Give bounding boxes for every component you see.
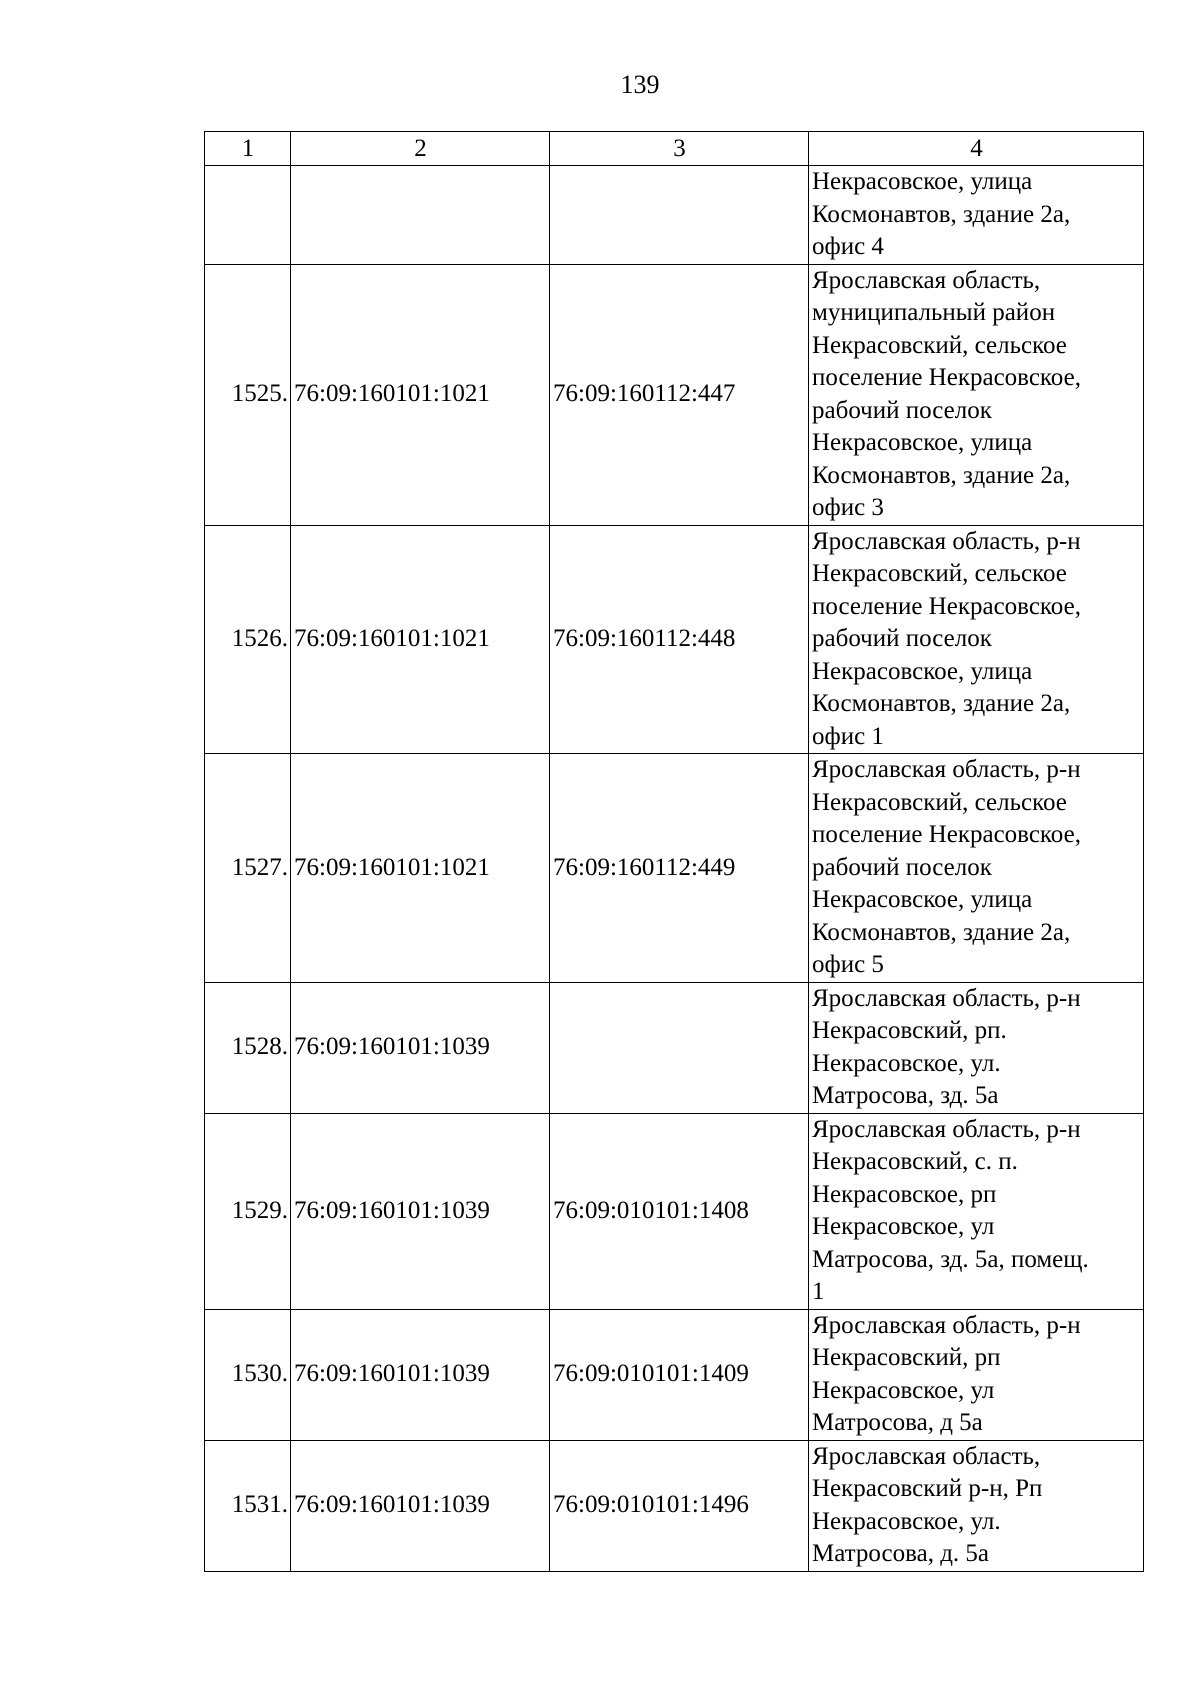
object-cadastral-number: 76:09:010101:1409 [550,1309,809,1440]
address: Ярославская область, муниципальный район Некрасовский, сельское поселение Некрасовское, рабочий поселок Некрасовское, улица Космонавтов, здание 2а, офис 3 [809,264,1144,525]
row-number: 1527. [205,754,291,983]
row-number: 1529. [205,1113,291,1309]
row-number: 1528. [205,982,291,1113]
address: Ярославская область, Некрасовский р-н, Рп Некрасовское, ул. Матросова, д. 5а [809,1440,1144,1571]
cadastral-number: 76:09:160101:1039 [291,982,550,1113]
row-number [205,166,291,265]
header-col-3: 3 [550,132,809,166]
address: Ярославская область, р-н Некрасовский, рп. Некрасовское, ул. Матросова, зд. 5а [809,982,1144,1113]
address: Ярославская область, р-н Некрасовский, сельское поселение Некрасовское, рабочий поселок Некрасовское, улица Космонавтов, здание 2а, офис 5 [809,754,1144,983]
object-cadastral-number: 76:09:160112:449 [550,754,809,983]
address: Ярославская область, р-н Некрасовский, рп Некрасовское, ул Матросова, д 5а [809,1309,1144,1440]
address: Ярославская область, р-н Некрасовский, с. п. Некрасовское, рп Некрасовское, ул Матросова, зд. 5а, помещ. 1 [809,1113,1144,1309]
table-row [205,982,1144,1113]
row-number: 1526. [205,525,291,754]
header-col-1: 1 [205,132,291,166]
table-row [205,1113,1144,1309]
cadastral-number: 76:09:160101:1021 [291,754,550,983]
cadastral-number: 76:09:160101:1021 [291,264,550,525]
table-row [205,166,1144,265]
cadastral-number: 76:09:160101:1021 [291,525,550,754]
table-row [205,264,1144,525]
address: Некрасовское, улица Космонавтов, здание 2а, офис 4 [809,166,1144,265]
address: Ярославская область, р-н Некрасовский, сельское поселение Некрасовское, рабочий поселок Некрасовское, улица Космонавтов, здание 2а, офис 1 [809,525,1144,754]
row-number: 1530. [205,1309,291,1440]
table-row [205,1440,1144,1571]
table-header [205,132,1144,166]
row-number: 1531. [205,1440,291,1571]
header-col-2: 2 [291,132,550,166]
table-body [205,166,1144,1572]
table-row [205,754,1144,983]
table-row [205,1309,1144,1440]
header-row [205,132,1144,166]
header-col-4: 4 [809,132,1144,166]
cadastral-number [291,166,550,265]
object-cadastral-number: 76:09:010101:1408 [550,1113,809,1309]
cadastral-number: 76:09:160101:1039 [291,1309,550,1440]
register-table [204,131,1144,1572]
object-cadastral-number [550,166,809,265]
cadastral-number: 76:09:160101:1039 [291,1113,550,1309]
cadastral-number: 76:09:160101:1039 [291,1440,550,1571]
table-row [205,525,1144,754]
object-cadastral-number [550,982,809,1113]
object-cadastral-number: 76:09:160112:448 [550,525,809,754]
object-cadastral-number: 76:09:010101:1496 [550,1440,809,1571]
object-cadastral-number: 76:09:160112:447 [550,264,809,525]
row-number: 1525. [205,264,291,525]
page-number: 139 [620,70,660,99]
